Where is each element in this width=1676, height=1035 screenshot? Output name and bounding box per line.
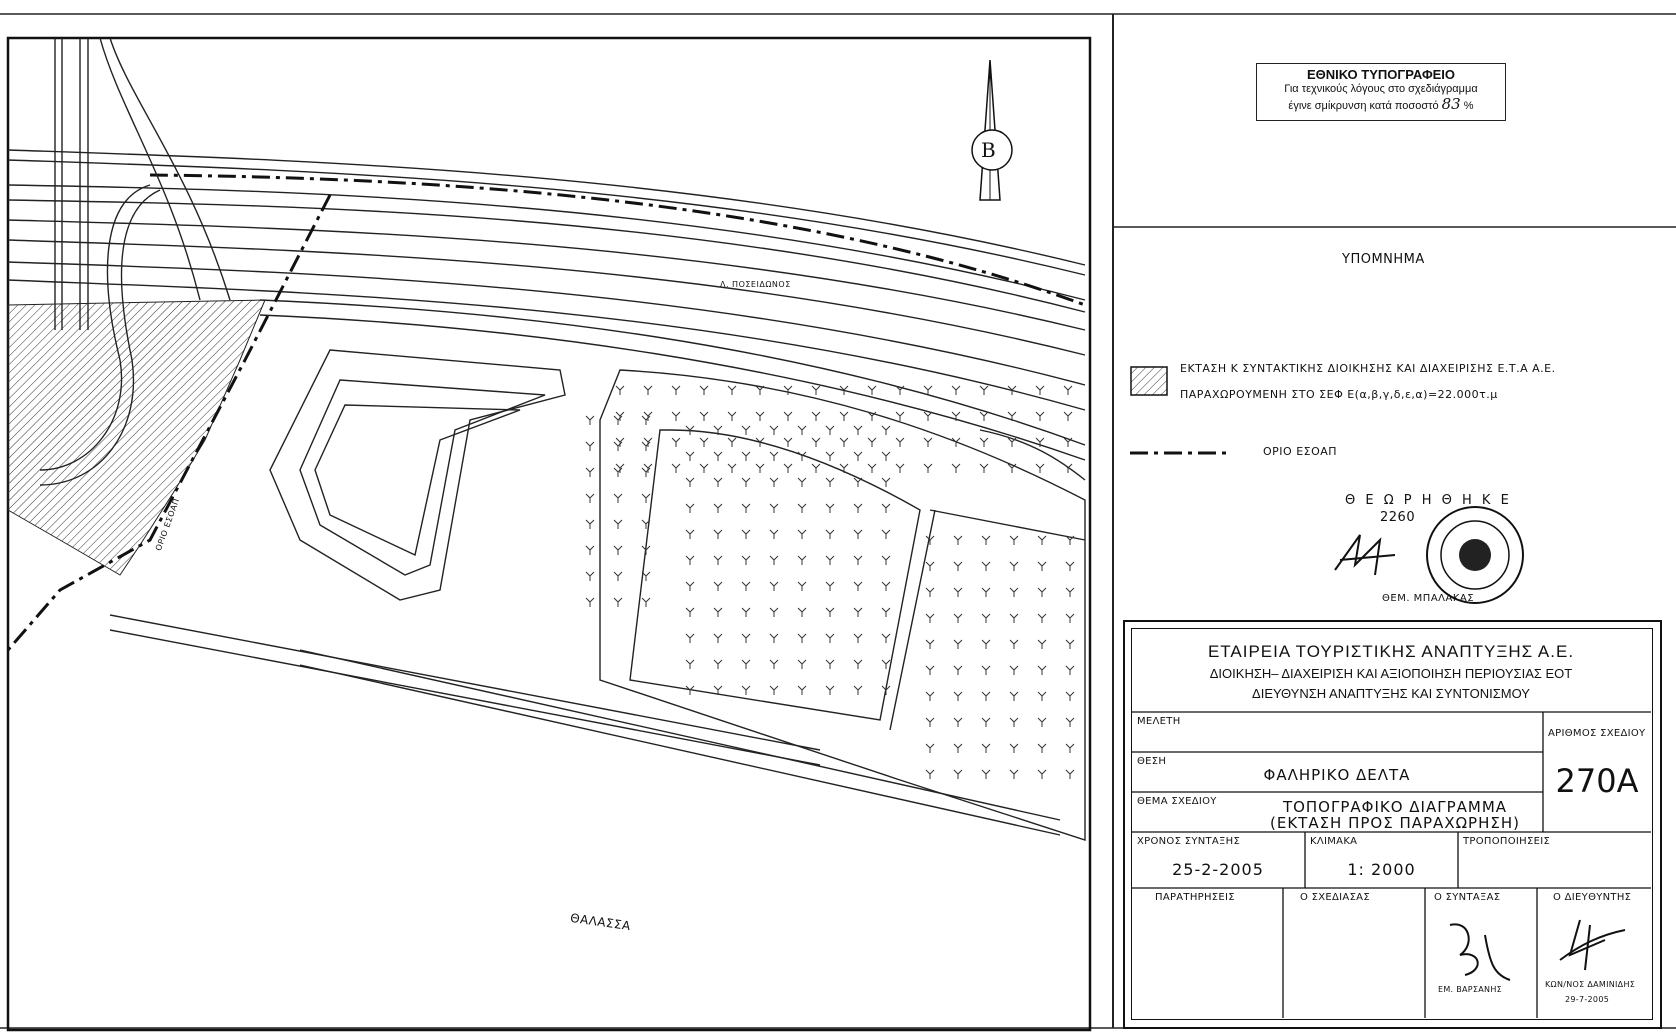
scale-value: 1: 2000 (1347, 860, 1416, 879)
director-signature (1550, 915, 1630, 975)
stamp-title: ΕΘΝΙΚΟ ΤΥΠΟΓΡΑΦΕΙΟ (1306, 67, 1456, 82)
road-label: Λ. ΠΟΣΕΙΔΩΝΟΣ (720, 280, 791, 289)
legend-item2: ΟΡΙΟ ΕΣΟΑΠ (1263, 445, 1338, 458)
position-value: ΦΑΛΗΡΙΚΟ ΔΕΛΤΑ (1263, 766, 1411, 784)
approval-number: 2260 (1380, 510, 1416, 525)
boundary-label: ΟΡΙΟ ΕΣΟΑΠ (153, 497, 182, 552)
drawing-no-label: ΑΡΙΘΜΟΣ ΣΧΕΔΙΟΥ (1548, 728, 1646, 739)
signer-name: ΘΕΜ. ΜΠΑΛΑΚΑΣ (1382, 593, 1475, 604)
subject-label: ΘΕΜΑ ΣΧΕΔΙΟΥ (1137, 796, 1217, 807)
director-date: 29-7-2005 (1565, 995, 1610, 1004)
subject-line2: (ΕΚΤΑΣΗ ΠΡΟΣ ΠΑΡΑΧΩΡΗΣΗ) (1269, 814, 1520, 832)
subject-line1: ΤΟΠΟΓΡΑΦΙΚΟ ΔΙΑΓΡΑΜΜΑ (1282, 798, 1508, 816)
date-label: ΧΡΟΝΟΣ ΣΥΝΤΑΞΗΣ (1137, 836, 1241, 847)
approval-word: Θ Ε Ω Ρ Η Θ Η Κ Ε (1345, 493, 1512, 508)
remarks-label: ΠΑΡΑΤΗΡΗΣΕΙΣ (1155, 892, 1235, 903)
legend-heading: ΥΠΟΜΝΗΜΑ (1342, 252, 1425, 267)
composer-name: ΕΜ. ΒΑΡΣΑΝΗΣ (1438, 985, 1503, 994)
stamp-line1: Για τεχνικούς λόγους στο σχεδιάγραμμα (1284, 83, 1478, 95)
director-label: Ο ΔΙΕΥΘΥΝΤΗΣ (1553, 892, 1632, 903)
sea-label: ΘΑΛΑΣΣΑ (569, 910, 632, 934)
legend-item1-line2: ΠΑΡΑΧΩΡΟΥΜΕΝΗ ΣΤΟ ΣΕΦ Ε(α,β,γ,δ,ε,α)=22.000τ.μ (1180, 388, 1498, 401)
director-name: ΚΩΝ/ΝΟΣ ΔΑΜΙΝΙΔΗΣ (1545, 980, 1636, 989)
composer-label: Ο ΣΥΝΤΑΞΑΣ (1434, 892, 1501, 903)
drawing-number: 270Α (1555, 762, 1639, 800)
legend-item1-line1: ΕΚΤΑΣΗ Κ ΣΥΝΤΑΚΤΙΚΗΣ ΔΙΟΙΚΗΣΗΣ ΚΑΙ ΔΙΑΧΕΙΡΙΣΗΣ Ε.Τ.Α Α.Ε. (1180, 362, 1556, 375)
stamp-percent-sign: % (1463, 100, 1474, 112)
stamp-line2: έγινε σμίκρυνση κατά ποσοστό (1288, 100, 1439, 112)
north-letter: Β (981, 138, 996, 162)
org-line3: ΔΙΕΥΘΥΝΣΗ ΑΝΑΠΤΥΞΗΣ ΚΑΙ ΣΥΝΤΟΝΙΣΜΟΥ (1252, 686, 1530, 701)
revisions-label: ΤΡΟΠΟΠΟΙΗΣΕΙΣ (1463, 836, 1551, 847)
designer-label: Ο ΣΧΕΔΙΑΣΑΣ (1300, 892, 1370, 903)
stamp-percent: 83 (1441, 95, 1461, 113)
org-name: ΕΤΑΙΡΕΙΑ ΤΟΥΡΙΣΤΙΚΗΣ ΑΝΑΠΤΥΞΗΣ Α.Ε. (1207, 642, 1575, 661)
position-label: ΘΕΣΗ (1137, 756, 1167, 767)
study-label: ΜΕΛΕΤΗ (1137, 716, 1181, 727)
date-value: 25-2-2005 (1172, 860, 1264, 879)
scale-label: ΚΛΙΜΑΚΑ (1310, 836, 1358, 847)
org-line2: ΔΙΟΙΚΗΣΗ– ΔΙΑΧΕΙΡΙΣΗ ΚΑΙ ΑΞΙΟΠΟΙΗΣΗ ΠΕΡΙΟΥΣΙΑΣ ΕΟΤ (1209, 666, 1573, 681)
composer-signature (1440, 915, 1520, 985)
